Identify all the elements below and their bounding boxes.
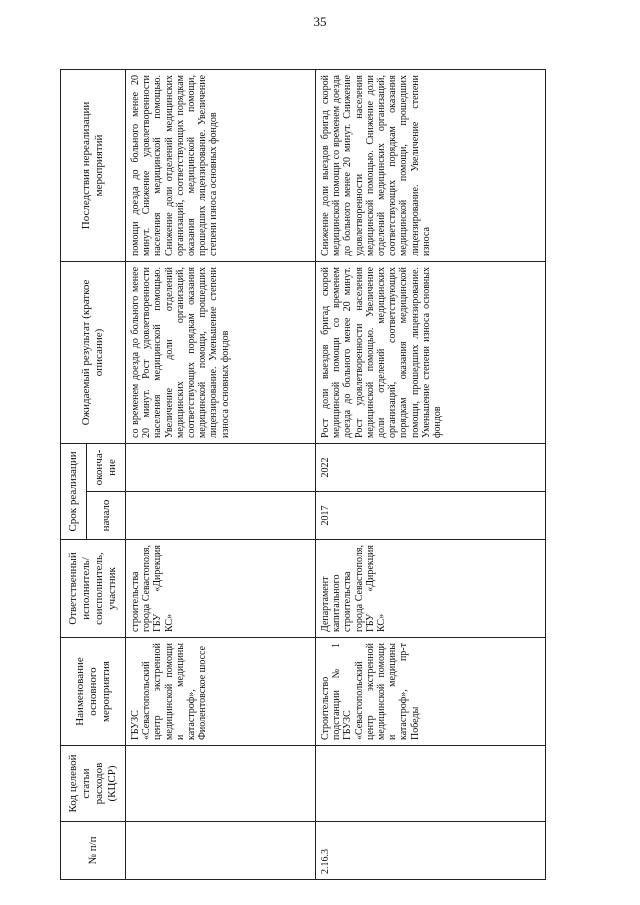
cell-responsible: строительства города Севастополя, ГБУ «Дирекция КС» bbox=[126, 540, 316, 638]
cell-consequence: помощи доезда до больного менее 20 минут. Снижение удовлетворенности населения медицинской помощью. Снижение доли отделений медицинских организаций, соответствующих порядкам оказания медицинской помощи, прошедших лицензирование. Увеличение степени износа основных фондов bbox=[126, 69, 316, 261]
rotated-table-frame bbox=[60, 70, 600, 880]
cell-end: 2022 bbox=[316, 443, 546, 491]
cell-num: 2.16.3 bbox=[316, 822, 546, 880]
cell-kcsr bbox=[316, 746, 546, 822]
header-result: Ожидаемый результат (краткое описание) bbox=[61, 261, 126, 443]
cell-name: ГБУЗС «Севастопольский центр экстренной медицинской помощи и медицины катастроф», Фиолентовское шоссе bbox=[126, 638, 316, 746]
header-term: Срок реализации bbox=[61, 443, 87, 539]
cell-responsible: Департамент капитального строительства города Севастополя, ГБУ «Дирекция КС» bbox=[316, 540, 546, 638]
cell-name: Строительство подстанции № 1 ГБУЗС «Севастопольский центр экстренной медицинской помощи и медицины катастроф», пр-т Победы bbox=[316, 638, 546, 746]
cell-result: со временем доезда до больного менее 20 минут. Рост удовлетворенности населения медицинской помощью. Увеличение доли отделений медицинских организаций, соответствующих порядкам оказания медицинской помощи, прошедших лицензирование. Уменьшение степени износа основных фондов bbox=[126, 261, 316, 443]
header-name: Наименование основного мероприятия bbox=[61, 638, 126, 746]
cell-start bbox=[126, 492, 316, 540]
header-num: № п/п bbox=[61, 822, 126, 880]
cell-start: 2017 bbox=[316, 492, 546, 540]
measures-table bbox=[60, 69, 546, 880]
page-number: 35 bbox=[313, 14, 327, 29]
header-start: начало bbox=[87, 492, 126, 540]
header-responsible: Ответственный исполнитель/ соисполнитель, участник bbox=[61, 540, 126, 638]
header-kcsr: Код целевой статьи расходов (КЦСР) bbox=[61, 746, 126, 822]
cell-kcsr bbox=[126, 746, 316, 822]
header-consequence: Последствия нереализации мероприятий bbox=[61, 69, 126, 261]
cell-result: Рост доли выездов бригад скорой медицинской помощи со временем доезда до больного менее 20 минут. Рост удовлетворенности населения медицинской помощью. Увеличение доли отделений медицинских организаций, соответствующих порядкам оказания медицинской помощи, прошедших лицензирование. Уменьшение степени износа основных фондов bbox=[316, 261, 546, 443]
header-end: оконча-ние bbox=[87, 443, 126, 491]
cell-end bbox=[126, 443, 316, 491]
cell-num bbox=[126, 822, 316, 880]
table-row bbox=[126, 69, 316, 879]
table-row bbox=[316, 69, 546, 879]
table-header-row bbox=[61, 69, 87, 879]
cell-consequence: Снижение доли выездов бригад скорой медицинской помощи со временем доезда до больного менее 20 минут. Снижение удовлетворенности населения медицинской помощью. Снижение доли отделений медицинских организаций, соответствующих порядкам оказания медицинской помощи, прошедших лицензирование. Увеличение степени износа bbox=[316, 69, 546, 261]
